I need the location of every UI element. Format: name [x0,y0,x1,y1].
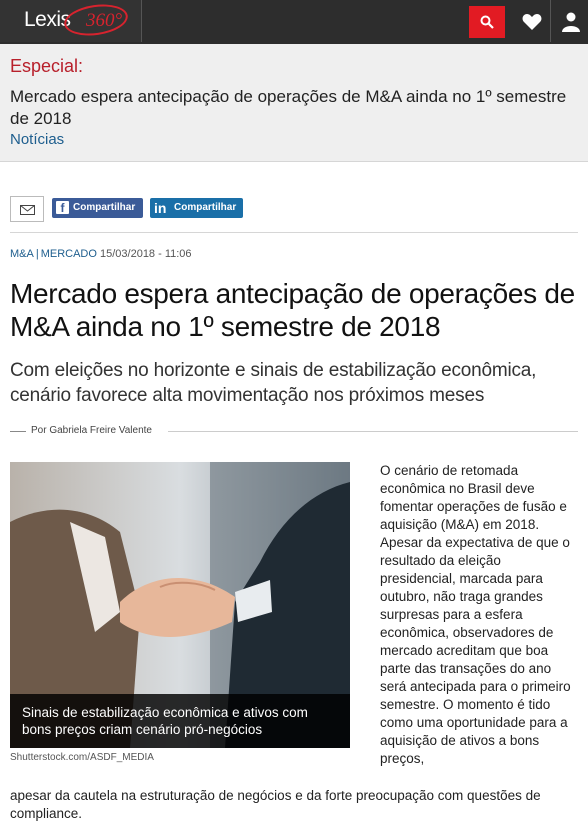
tag-link[interactable]: M&A [10,248,34,260]
article-meta [10,248,192,260]
logo-badge: 360° [86,10,123,31]
article-subheadline: Com eleições no horizonte e sinais de estabilização econômica, cenário favorece alta movimentação nos próximos meses [10,360,537,406]
facebook-share-label: Compartilhar [73,202,136,213]
special-label: Especial: [10,56,84,76]
envelope-icon [20,205,35,215]
facebook-icon: f [56,201,69,214]
divider [10,232,578,233]
special-banner [0,44,588,162]
photo-caption: Sinais de estabilização econômica e ativos com bons preços criam cenário pró-negócios [10,694,350,748]
article-byline: Por Gabriela Freire Valente [31,425,152,436]
facebook-share-button[interactable] [52,198,143,218]
logo-text: Lexis [24,8,71,31]
lexis360-logo[interactable] [0,0,142,42]
special-title-link[interactable]: Mercado espera antecipação de operações de M&A ainda no 1º semestre de 2018 [10,87,567,128]
article-paragraph: O cenário de retomada econômica no Brasil deve fomentar operações de fusão e aquisição (M&A) em 2018. Apesar da expectativa de que o resultado da eleição presidencial, marcada para outubro, não traga grandes surpresas para a esfera econômica, observadores de mercado acreditam que boa parte das transações do ano será antecipada para o primeiro semestre. O momento é tido como uma oportunidade para a aquisição de ativos a bons preços, [380,463,571,766]
article-headline: Mercado espera antecipação de operações de M&A ainda no 1º semestre de 2018 [10,278,575,342]
tag-link[interactable]: MERCADO [40,248,97,260]
article-date: 15/03/2018 - 11:06 [100,248,192,260]
special-category-link[interactable]: Notícias [10,131,65,148]
user-icon [562,12,580,32]
photo-credit: Shutterstock.com/ASDF_MEDIA [10,752,154,763]
heart-icon [522,13,542,31]
article-body-continuation: apesar da cautela na estruturação de negócios e da forte preocupação com questões de compliance. [10,788,541,821]
search-button[interactable] [469,6,505,38]
divider [168,431,578,432]
email-share-button[interactable] [10,196,44,222]
tag-separator: | [35,248,39,260]
top-navigation-bar [0,0,588,44]
byline-dash [10,431,26,432]
search-icon [480,15,494,29]
linkedin-icon: in [154,200,167,216]
article-body-column [380,462,580,768]
share-toolbar [10,196,578,224]
favorites-button[interactable] [516,6,548,38]
account-button[interactable] [556,6,586,38]
divider [550,0,551,42]
linkedin-share-button[interactable] [150,198,243,218]
linkedin-share-label: Compartilhar [174,202,237,213]
